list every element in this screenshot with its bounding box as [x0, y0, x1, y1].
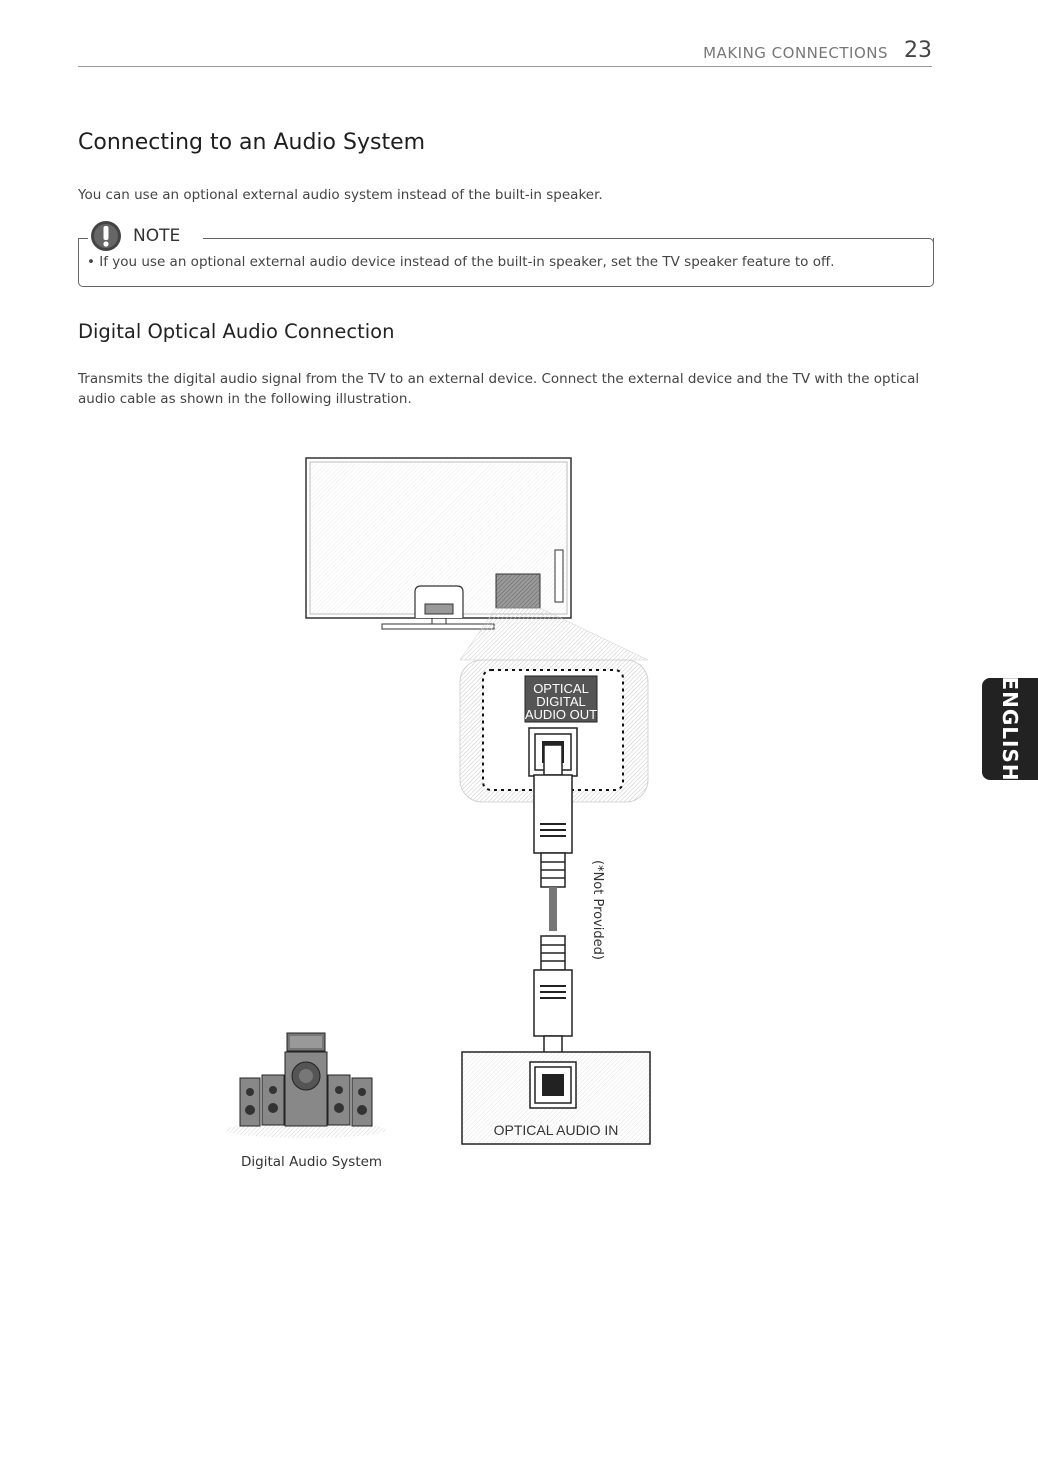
port-label-line-3: AUDIO OUT: [524, 707, 598, 722]
section-title: MAKING CONNECTIONS: [703, 44, 888, 62]
note-bullet: • If you use an optional external audio device instead of the built-in speaker, set the TV speaker feature to off.: [87, 254, 835, 270]
optical-audio-in-label: OPTICAL AUDIO IN: [493, 1122, 619, 1138]
page-number: 23: [904, 38, 932, 63]
optical-cable: [534, 745, 572, 1062]
language-tab-label: ENGLISH: [998, 676, 1022, 782]
cable-not-provided-note: (*Not Provided): [590, 860, 605, 960]
intro-text: You can use an optional external audio system instead of the built-in speaker.: [78, 187, 603, 203]
port-label-line-2: DIGITAL: [536, 694, 586, 709]
port-label-line-1: OPTICAL: [533, 681, 589, 696]
note-label: NOTE: [129, 226, 184, 246]
audio-input-panel: [462, 1052, 650, 1144]
description-text: Transmits the digital audio signal from the TV to an external device. Connect the external device and the TV with the optical audio cable as shown in the following illustration.: [78, 371, 920, 407]
tv-illustration: [306, 458, 571, 629]
digital-audio-system-caption: Digital Audio System: [241, 1154, 383, 1170]
speaker-system-icon: [226, 1033, 386, 1138]
page-title: Connecting to an Audio System: [78, 130, 426, 155]
section-subtitle: Digital Optical Audio Connection: [78, 320, 395, 343]
